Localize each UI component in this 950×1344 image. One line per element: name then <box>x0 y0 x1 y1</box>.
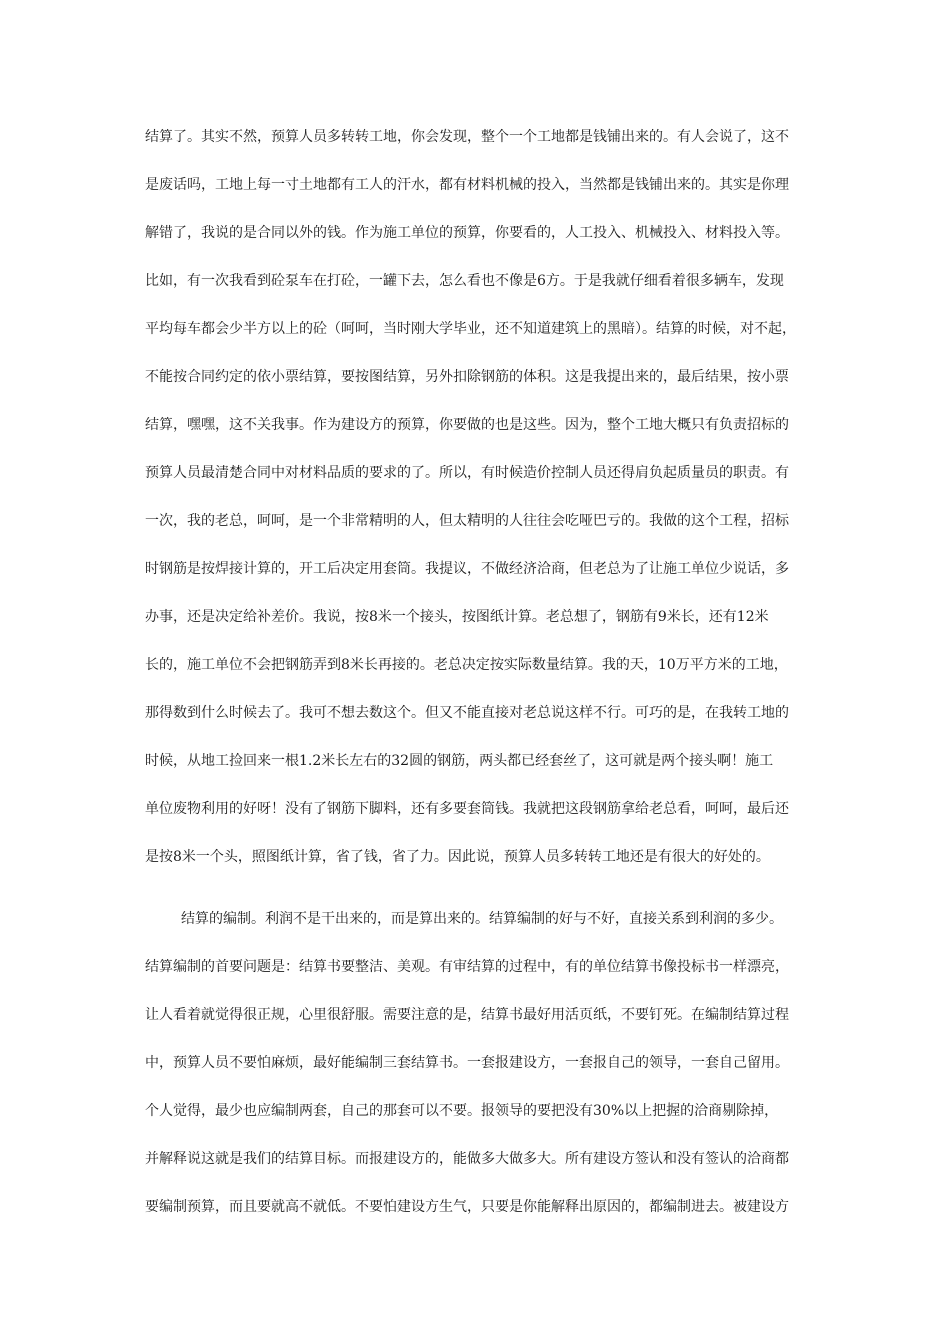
text-line: 让人看着就觉得很正规，心里很舒服。需要注意的是，结算书最好用活页纸，不要钉死。在编制结算过程 <box>145 1007 789 1023</box>
text-line: 是废话吗，工地上每一寸土地都有工人的汗水，都有材料机械的投入，当然都是钱铺出来的。其实是你理 <box>145 177 789 193</box>
text-line: 办事，还是决定给补差价。我说，按8米一个接头，按图纸计算。老总想了，钢筋有9米长，还有12米 <box>145 609 769 625</box>
text-line: 结算编制的首要问题是：结算书要整洁、美观。有审结算的过程中，有的单位结算书像投标书一样漂亮， <box>145 959 789 975</box>
text-line: 结算了。其实不然，预算人员多转转工地，你会发现，整个一个工地都是钱铺出来的。有人会说了，这不 <box>145 129 789 145</box>
text-line: 结算的编制。利润不是干出来的，而是算出来的。结算编制的好与不好，直接关系到利润的多少。 <box>181 911 783 927</box>
text-line: 是按8米一个头，照图纸计算，省了钱，省了力。因此说，预算人员多转转工地还是有很大的好处的。 <box>145 849 770 865</box>
text-line: 时钢筋是按焊接计算的，开工后决定用套筒。我提议，不做经济洽商，但老总为了让施工单位少说话，多 <box>145 561 789 577</box>
text-line: 结算，嘿嘿，这不关我事。作为建设方的预算，你要做的也是这些。因为，整个工地大概只有负责招标的 <box>145 417 789 433</box>
text-line: 一次，我的老总，呵呵，是一个非常精明的人，但太精明的人往往会吃哑巴亏的。我做的这个工程，招标 <box>145 513 789 529</box>
text-line: 比如，有一次我看到砼泵车在打砼，一罐下去，怎么看也不像是6方。于是我就仔细看着很多辆车，发现 <box>145 273 784 289</box>
text-line: 平均每车都会少半方以上的砼（呵呵，当时刚大学毕业，还不知道建筑上的黑暗）。结算的时候，对不起， <box>145 321 796 337</box>
text-line: 要编制预算，而且要就高不就低。不要怕建设方生气，只要是你能解释出原因的，都编制进去。被建设方 <box>145 1199 789 1215</box>
text-line: 并解释说这就是我们的结算目标。而报建设方的，能做多大做多大。所有建设方签认和没有签认的洽商都 <box>145 1151 789 1167</box>
text-line: 单位废物利用的好呀！没有了钢筋下脚料，还有多要套筒钱。我就把这段钢筋拿给老总看，呵呵，最后还 <box>145 801 789 817</box>
text-line: 时候，从地工捡回来一根1.2米长左右的32圆的钢筋，两头都已经套丝了，这可就是两个接头啊！施工 <box>145 753 774 769</box>
text-line: 个人觉得，最少也应编制两套，自己的那套可以不要。报领导的要把没有30%以上把握的洽商剔除掉， <box>145 1103 779 1119</box>
text-line: 解错了，我说的是合同以外的钱。作为施工单位的预算，你要看的，人工投入、机械投入、材料投入等。 <box>145 225 789 241</box>
text-line: 预算人员最清楚合同中对材料品质的要求的了。所以，有时候造价控制人员还得肩负起质量员的职责。有 <box>145 465 789 481</box>
text-line: 那得数到什么时候去了。我可不想去数这个。但又不能直接对老总说这样不行。可巧的是，在我转工地的 <box>145 705 789 721</box>
text-line: 中，预算人员不要怕麻烦，最好能编制三套结算书。一套报建设方，一套报自己的领导，一套自己留用。 <box>145 1055 789 1071</box>
text-line: 长的，施工单位不会把钢筋弄到8米长再接的。老总决定按实际数量结算。我的天，10万平方米的工地， <box>145 657 788 673</box>
text-line: 不能按合同约定的依小票结算，要按图结算，另外扣除钢筋的体积。这是我提出来的，最后结果，按小票 <box>145 369 789 385</box>
